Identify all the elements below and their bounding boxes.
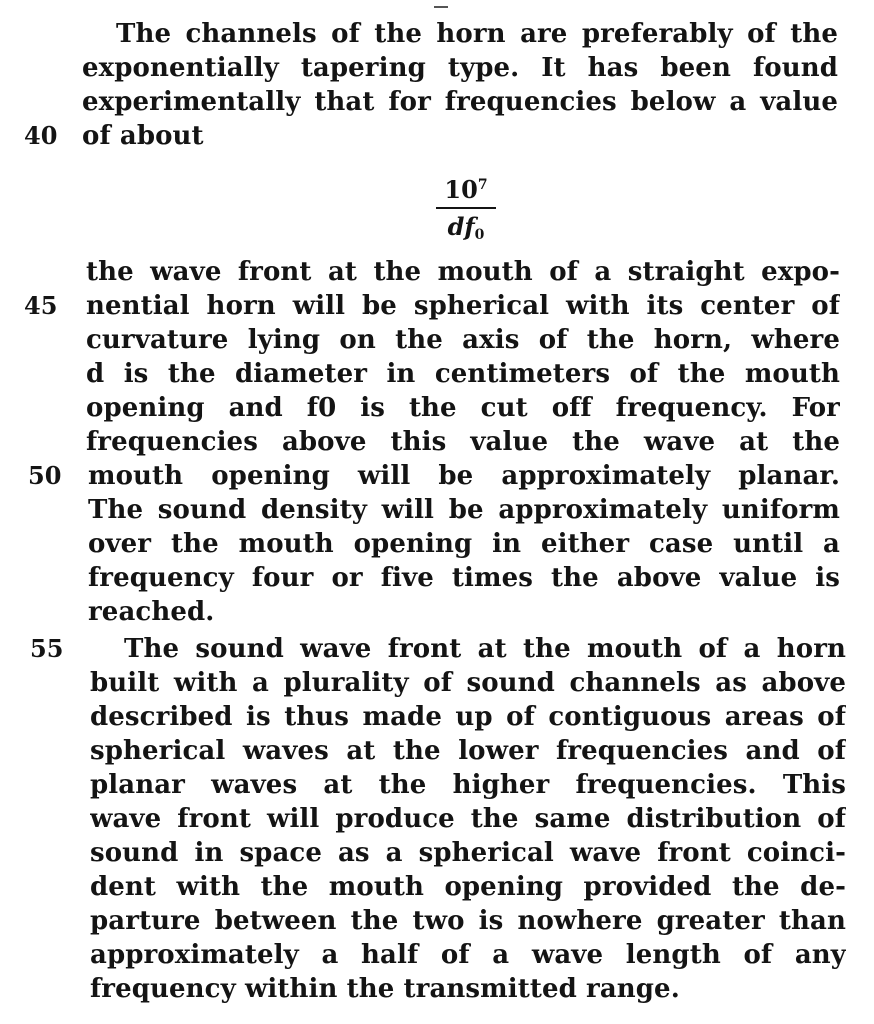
paragraph-2-line-4: d is the diameter in centimeters of the mouth (86, 359, 840, 389)
denominator-subscript: 0 (474, 227, 485, 243)
numerator-exponent: 7 (477, 177, 488, 193)
denominator-text: df (447, 212, 475, 241)
fraction-bar (436, 207, 496, 209)
paragraph-2-line-9: over the mouth opening in either case until a (88, 529, 840, 559)
paragraph-1-line-1: The channels of the horn are preferably of the (116, 19, 838, 49)
paragraph-3-line-10: approximately a half of a wave length of any (90, 940, 846, 970)
paragraph-2-line-10: frequency four or five times the above value is (88, 563, 840, 593)
paragraph-3-line-11: frequency within the transmitted range. (90, 974, 680, 1004)
paragraph-3-line-7: sound in space as a spherical wave front coinci- (90, 838, 846, 868)
paragraph-2-line-11: reached. (88, 597, 215, 627)
paragraph-3-line-5: planar waves at the higher frequencies. This (90, 770, 846, 800)
paragraph-2-line-2: nential horn will be spherical with its center of (86, 291, 840, 321)
paragraph-3-line-4: spherical waves at the lower frequencies and of (90, 736, 846, 766)
paragraph-3-line-9: parture between the two is nowhere greater than (90, 906, 846, 936)
line-number-50: 50 (28, 461, 62, 490)
top-mark (434, 6, 448, 8)
line-number-45: 45 (24, 291, 58, 320)
paragraph-2-line-1: the wave front at the mouth of a straight expo- (86, 257, 840, 287)
paragraph-3-line-6: wave front will produce the same distribution of (90, 804, 846, 834)
paragraph-3-line-8: dent with the mouth opening provided the de- (90, 872, 846, 902)
paragraph-2-line-8: The sound density will be approximately uniform (88, 495, 840, 525)
paragraph-3-line-3: described is thus made up of contiguous areas of (90, 702, 846, 732)
paragraph-1-line-2: exponentially tapering type. It has been found (82, 53, 838, 83)
fraction-denominator (436, 213, 496, 249)
fraction-numerator (436, 170, 496, 205)
paragraph-1-line-3: experimentally that for frequencies below a value (82, 87, 838, 117)
paragraph-1-line-4: of about (82, 121, 204, 151)
line-number-40: 40 (24, 121, 58, 150)
paragraph-2-line-7: mouth opening will be approximately planar. (88, 461, 840, 491)
paragraph-3-line-1: The sound wave front at the mouth of a horn (124, 634, 846, 664)
fraction-formula (436, 170, 496, 249)
numerator-base: 10 (444, 175, 478, 204)
paragraph-2-line-6: frequencies above this value the wave at the (86, 427, 840, 457)
line-number-55: 55 (30, 634, 64, 663)
paragraph-2-line-5: opening and f0 is the cut off frequency. For (86, 393, 840, 423)
paragraph-3-line-2: built with a plurality of sound channels as above (90, 668, 846, 698)
paragraph-2-line-3: curvature lying on the axis of the horn, where (86, 325, 840, 355)
